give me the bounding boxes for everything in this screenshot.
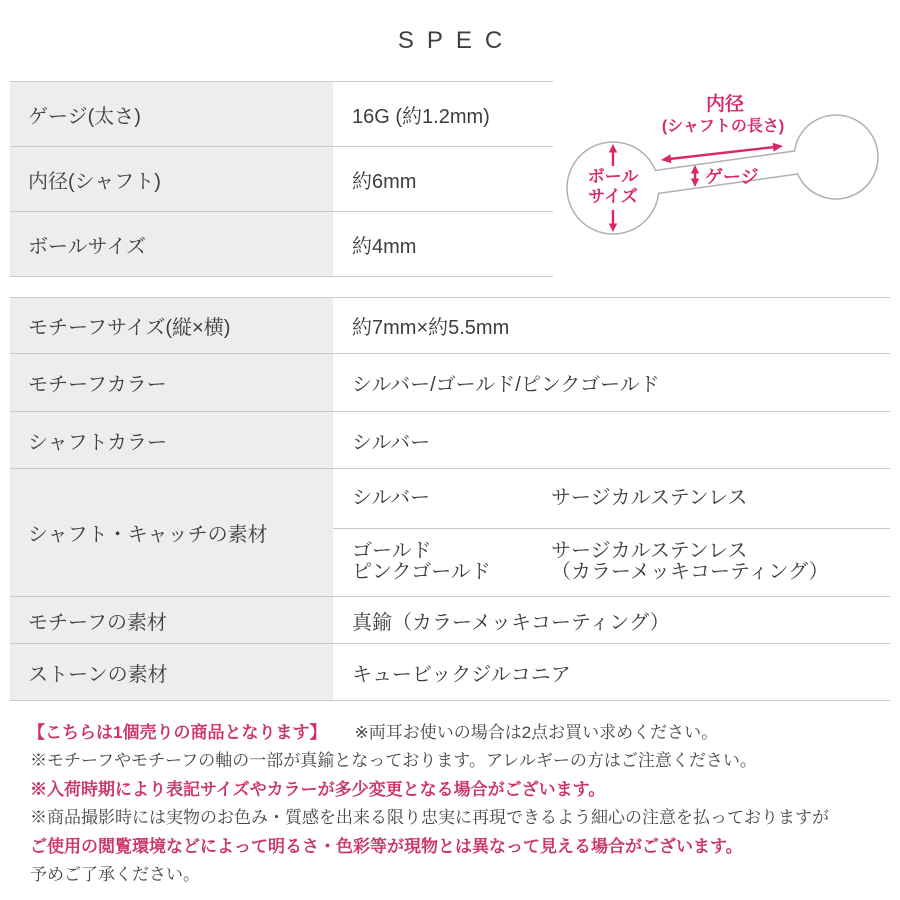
table-row xyxy=(10,353,890,411)
row-value: シルバー/ゴールド/ピンクゴールド xyxy=(333,354,890,411)
subrow-color: シルバー xyxy=(352,486,431,509)
subrow-color xyxy=(333,541,551,583)
table-row xyxy=(10,81,553,146)
row-label: モチーフの素材 xyxy=(10,597,333,643)
inner-diameter-label-sub: (シャフトの長さ) xyxy=(661,118,785,135)
ball-size-label: ボール xyxy=(587,167,639,186)
table-row xyxy=(10,643,890,700)
row-label: モチーフカラー xyxy=(10,354,333,411)
inner-diameter-arrowhead-right xyxy=(773,143,783,152)
row-value: 真鍮（カラーメッキコーティング） xyxy=(333,597,890,643)
row-label: シャフト・キャッチの素材 xyxy=(10,469,333,596)
page-title: SPEC xyxy=(397,27,516,54)
material-subrow xyxy=(333,529,890,596)
ball-right-circle xyxy=(794,115,878,199)
note-line xyxy=(0,719,900,747)
table-row-material xyxy=(10,468,890,596)
subrow-material-line: サージカルステンレス xyxy=(551,540,748,563)
note-line: ※入荷時期により表記サイズやカラーが多少変更となる場合がございます。 xyxy=(30,779,606,799)
material-subrows xyxy=(333,469,890,596)
note-line: 予めご了承ください。 xyxy=(30,865,200,885)
row-label: ボールサイズ xyxy=(10,212,333,276)
note-text: ※両耳お使いの場合は2点お買い求めください。 xyxy=(354,723,719,742)
table-row xyxy=(10,297,890,353)
row-value: 約7mm×約5.5mm xyxy=(333,298,890,353)
note-line: ※モチーフやモチーフの軸の一部が真鍮となっております。アレルギーの方はご注意ください。 xyxy=(30,751,757,771)
subrow-material xyxy=(551,541,890,583)
inner-diameter-label: 内径 xyxy=(705,94,745,115)
spec-table-top xyxy=(10,81,553,277)
note-line: ※商品撮影時には実物のお色み・質感を出来る限り忠実に再現できるよう細心の注意を払っておりますが xyxy=(30,808,829,828)
table-row xyxy=(10,596,890,643)
gauge-label: ゲージ xyxy=(705,167,759,187)
footnotes xyxy=(0,719,900,889)
subrow-color-line: ゴールド xyxy=(352,540,432,563)
table-row xyxy=(10,211,553,276)
row-value: キュービックジルコニア xyxy=(333,644,890,700)
inner-diameter-arrowhead-left xyxy=(661,154,671,163)
material-subrow xyxy=(333,469,890,529)
row-label: シャフトカラー xyxy=(10,412,333,468)
subrow-material: サージカルステンレス xyxy=(551,486,748,509)
row-value: 約4mm xyxy=(333,212,553,276)
row-label: ストーンの素材 xyxy=(10,644,333,700)
barbell-size-diagram xyxy=(555,70,900,270)
note-line: ご使用の閲覧環境などによって明るさ・色彩等が現物とは異なって見える場合がございます。 xyxy=(30,836,743,856)
table-row xyxy=(10,146,553,211)
row-label: 内径(シャフト) xyxy=(10,147,333,211)
ball-size-label-sub: サイズ xyxy=(588,187,638,206)
spec-table-main xyxy=(10,297,890,701)
row-label: ゲージ(太さ) xyxy=(10,82,333,146)
row-label: モチーフサイズ(縦×横) xyxy=(10,298,333,353)
row-value: 16G (約1.2mm) xyxy=(333,82,553,146)
subrow-material-line: （カラーメッキコーティング） xyxy=(551,561,829,584)
table-row xyxy=(10,411,890,468)
note-highlight: 【こちらは1個売りの商品となります】 xyxy=(28,723,327,742)
row-value: シルバー xyxy=(333,412,890,468)
row-value: 約6mm xyxy=(333,147,553,211)
subrow-color-line: ピンクゴールド xyxy=(352,561,491,584)
